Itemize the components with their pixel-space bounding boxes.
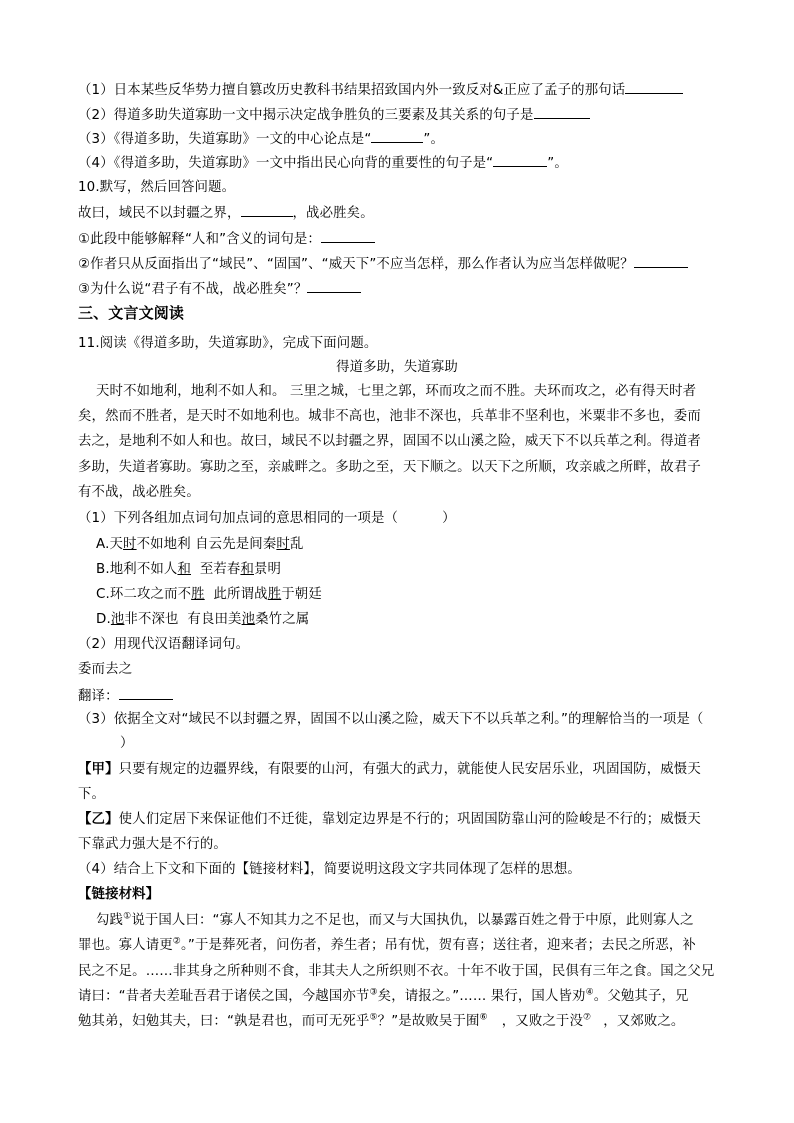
question-11-title: 11.阅读《得道多助，失道寡助》，完成下面问题。 — [78, 336, 378, 351]
passage-line: 矣，然而不胜者，是天时不如地利也。城非不高也，池非不深也，兵革非不坚利也，米粟非不多也，委而 — [78, 409, 701, 424]
answer-blank[interactable] — [493, 153, 547, 167]
material-line: 请曰：“昔者夫差耻吾君于诸侯之国，今越国亦节③矣，请报之。”…… 果行，国人皆劝④。父勉其子，兄 — [78, 987, 689, 1004]
question-10-sub-2: ②作者只从反面指出了“域民”、“固国”、“威天下”不应当怎样，那么作者认为应当怎样做呢？ — [78, 254, 718, 275]
question-10-recite: 故曰，域民不以封疆之界， ，战必胜矣。 — [78, 203, 718, 224]
sub-question-4: （4）结合上下文和下面的【链接材料】，简要说明这段文字共同体现了怎样的思想。 — [78, 862, 581, 877]
option-yi-cont: 下靠武力强大是不行的。 — [78, 837, 227, 852]
answer-blank[interactable] — [634, 254, 688, 268]
answer-blank[interactable] — [307, 279, 361, 293]
question-line-4: （4）《得道多助，失道寡助》一文中指出民心向背的重要性的句子是“ ”。 — [78, 153, 718, 174]
option-b[interactable]: B.地利不如人和 至若春和景明 — [96, 562, 282, 577]
link-material-title: 【链接材料】 — [78, 887, 160, 902]
question-line-3: （3）《得道多助，失道寡助》一文的中心论点是“ ”。 — [78, 129, 718, 150]
material-line: 勾践①说于国人曰：“寡人不知其力之不足也，而又与大国执仇，以暴露百姓之骨于中原，此则寡人之 — [96, 911, 694, 928]
option-c[interactable]: C.环二攻之而不胜 此所谓战胜于朝廷 — [96, 587, 322, 602]
question-line-1: （1）日本某些反华势力擅自篡改历史教科书结果招致国内外一致反对&正应了孟子的那句话 — [78, 80, 718, 101]
passage-title: 得道多助，失道寡助 — [336, 360, 458, 375]
option-a[interactable]: A.天时不如地利 自云先是间秦时乱 — [96, 537, 304, 552]
passage-line: 天时不如地利，地利不如人和。 三里之城，七里之郭，环而攻之而不胜。夫环而攻之，必有得天时者 — [96, 384, 697, 399]
question-10-title: 10.默写，然后回答问题。 — [78, 180, 236, 195]
question-10-sub-1: ①此段中能够解释“人和”含义的词句是： — [78, 229, 718, 250]
sub-question-3: （3）依据全文对“域民不以封疆之界，固国不以山溪之险，威天下不以兵革之利。”的理解恰当的一项是（ — [78, 712, 704, 727]
answer-blank[interactable] — [119, 686, 173, 700]
passage-line: 多助，失道者寡助。寡助之至，亲戚畔之。多助之至，天下顺之。以天下之所顺，攻亲戚之所畔，故君子 — [78, 460, 701, 475]
sub-question-1: （1）下列各组加点词句加点词的意思相同的一项是（ ） — [78, 511, 456, 526]
answer-blank[interactable] — [371, 129, 423, 143]
answer-blank[interactable] — [534, 105, 590, 119]
answer-blank[interactable] — [321, 229, 375, 243]
material-line: 罪也。寡人请更②。”于是葬死者，问伤者，养生者；吊有忧，贺有喜；送往者，迎来者；去民之所恶，补 — [78, 936, 696, 953]
translate-text: 委而去之 — [78, 662, 133, 677]
option-jia-cont: 下。 — [78, 787, 106, 802]
question-10-sub-3: ③为什么说“君子有不战，战必胜矣”？ — [78, 279, 718, 300]
translate-line: 翻译： — [78, 686, 718, 707]
answer-blank[interactable] — [241, 203, 293, 217]
option-jia[interactable]: 【甲】只要有规定的边疆界线，有限要的山河，有强大的武力，就能使人民安居乐业，巩固国防，威慑天 — [78, 762, 701, 777]
answer-blank[interactable] — [625, 80, 683, 94]
sub-question-2: （2）用现代汉语翻译词句。 — [78, 637, 250, 652]
question-line-2: （2）得道多助失道寡助一文中揭示决定战争胜负的三要素及其关系的句子是 — [78, 105, 718, 126]
passage-line: 去之，是地利不如人和也。故曰，域民不以封疆之界，固国不以山溪之险，威天下不以兵革之利。得道者 — [78, 434, 701, 449]
section-heading: 三、文言文阅读 — [78, 304, 185, 322]
passage-line: 有不战，战必胜矣。 — [78, 485, 200, 500]
material-line: 民之不足。……非其身之所种则不食，非其夫人之所织则不衣。十年不收于国，民俱有三年之食。国之父兄 — [78, 964, 715, 979]
option-d[interactable]: D.池非不深也 有良田美池桑竹之属 — [96, 612, 310, 627]
option-yi[interactable]: 【乙】使人们定居下来保证他们不迁徙，靠划定边界是不行的；巩固国防靠山河的险峻是不行的；威慑天 — [78, 812, 701, 827]
material-line: 勉其弟，妇勉其夫，曰：“孰是君也，而可无死乎⑤？”是故败吴于囿⑥ ，又败之于没⑦ ，又郊败之。 — [78, 1012, 685, 1029]
sub-question-3-end: ） — [120, 736, 134, 751]
